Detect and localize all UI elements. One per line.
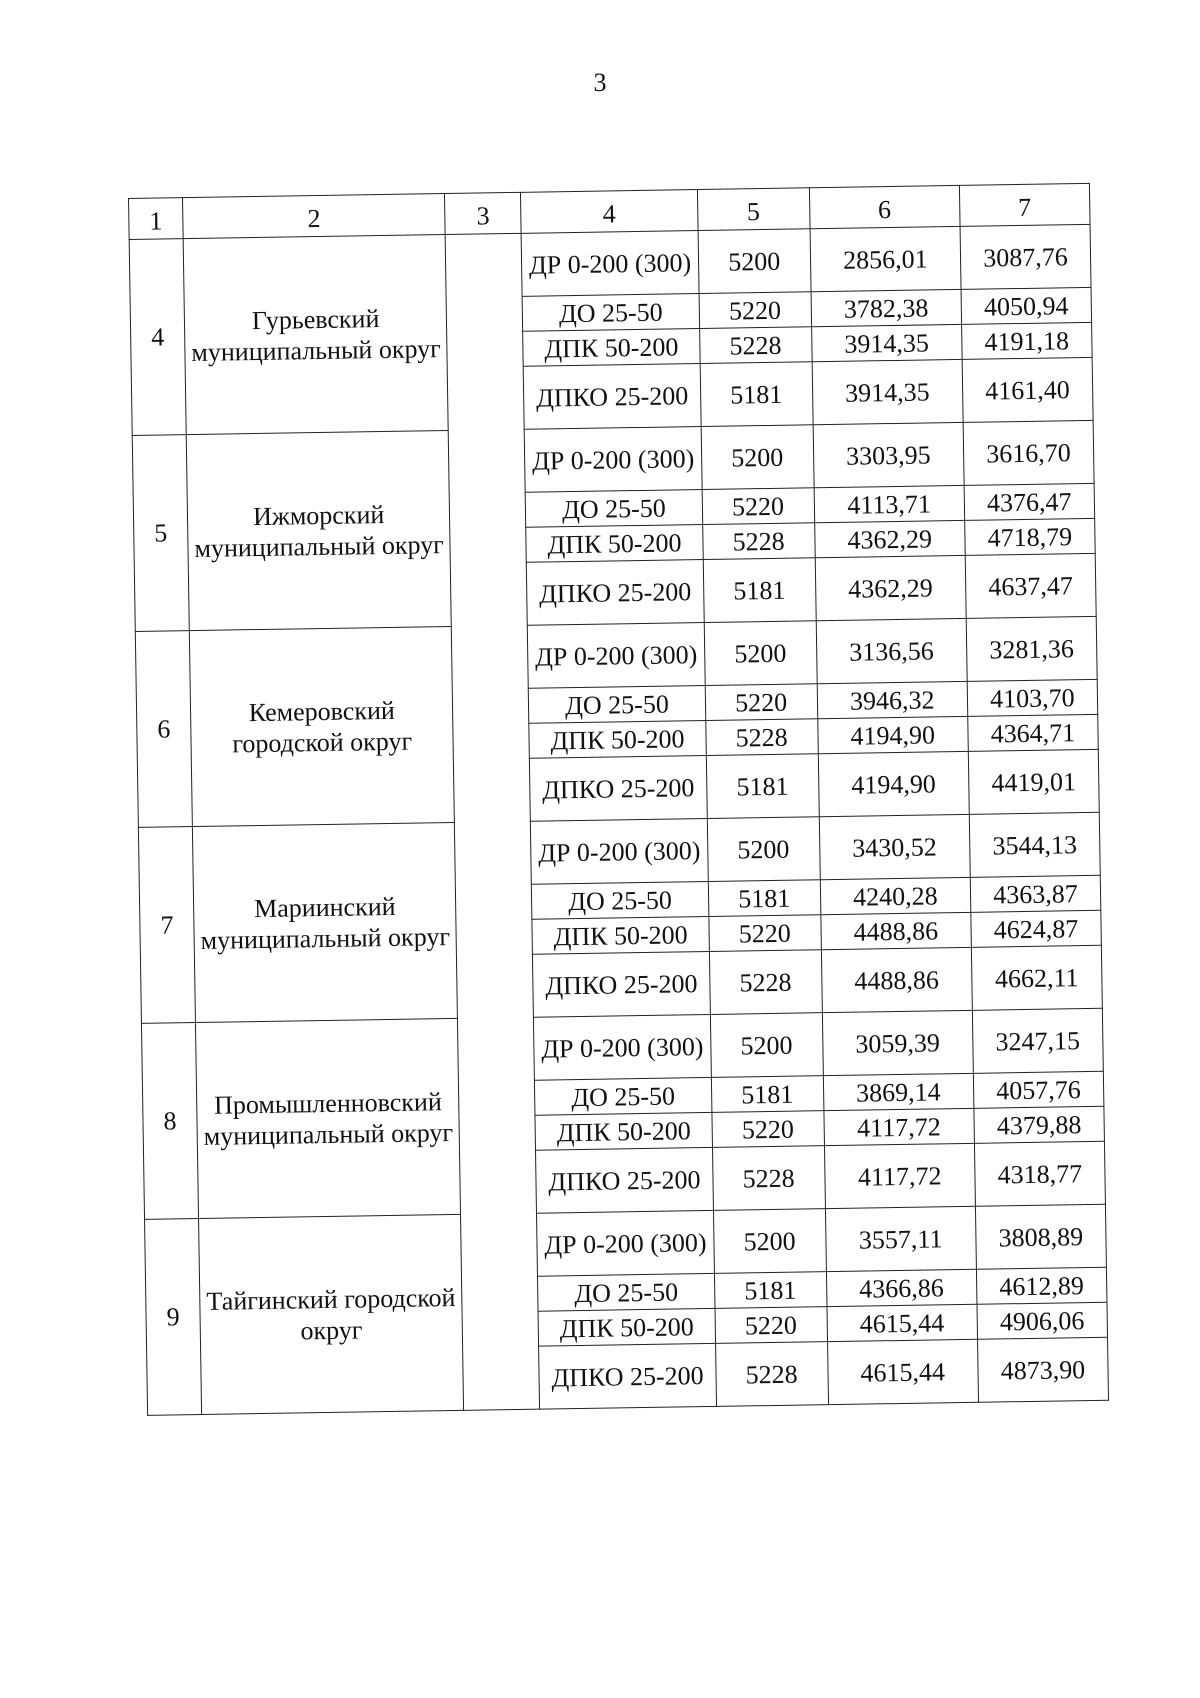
- code: 5181: [703, 558, 816, 623]
- value-col-6: 3136,56: [816, 618, 967, 683]
- wood-type: ДР 0-200 (300): [525, 427, 702, 493]
- district-number: 6: [135, 631, 192, 828]
- value-col-6: 3869,14: [823, 1073, 974, 1110]
- value-col-6: 3430,52: [819, 814, 970, 879]
- wood-type: ДО 25-50: [538, 1273, 715, 1311]
- code: 5200: [710, 1013, 823, 1078]
- value-col-6: 2856,01: [810, 226, 961, 291]
- code: 5200: [701, 425, 814, 490]
- value-col-7: 3087,76: [960, 224, 1091, 289]
- wood-type: ДПК 50-200: [523, 329, 700, 367]
- district-name: Кемеровский городской округ: [189, 626, 454, 826]
- code: 5220: [702, 488, 815, 525]
- code: 5200: [713, 1209, 826, 1274]
- value-col-7: 3808,89: [975, 1204, 1106, 1269]
- wood-type: ДО 25-50: [535, 1077, 712, 1115]
- value-col-6: 4117,72: [824, 1108, 975, 1145]
- wood-type: ДО 25-50: [529, 686, 706, 724]
- value-col-7: 4873,90: [977, 1337, 1108, 1402]
- value-col-7: 4906,06: [977, 1302, 1108, 1339]
- header-cell-4: 4: [521, 190, 698, 234]
- value-col-6: 4194,90: [818, 751, 969, 816]
- code: 5220: [708, 915, 821, 952]
- value-col-6: 3914,35: [811, 324, 962, 361]
- value-col-7: 4662,11: [971, 945, 1102, 1010]
- header-cell-3: 3: [445, 192, 522, 234]
- tariff-table: [128, 183, 1109, 1416]
- value-col-6: 3782,38: [811, 289, 962, 326]
- wood-type: ДР 0-200 (300): [531, 818, 708, 884]
- value-col-6: 4240,28: [820, 877, 971, 914]
- district-name: Гурьевский муниципальный округ: [183, 235, 448, 435]
- value-col-6: 4615,44: [827, 1339, 978, 1404]
- code: 5181: [714, 1272, 827, 1309]
- wood-type: ДО 25-50: [526, 490, 703, 528]
- wood-type: ДПКО 25-200: [536, 1147, 713, 1213]
- page-number: 3: [593, 68, 607, 97]
- wood-type: ДПКО 25-200: [539, 1343, 716, 1409]
- value-col-7: 4624,87: [971, 910, 1102, 947]
- value-col-6: 3303,95: [813, 422, 964, 487]
- code: 5200: [698, 229, 811, 294]
- header-cell-6: 6: [809, 185, 960, 228]
- value-col-7: 3281,36: [966, 616, 1097, 681]
- code: 5220: [699, 292, 812, 329]
- wood-type: ДПКО 25-200: [533, 951, 710, 1017]
- wood-type: ДР 0-200 (300): [534, 1014, 711, 1080]
- code: 5220: [715, 1307, 828, 1344]
- code: 5200: [704, 621, 817, 686]
- district-name: Ижморский муниципальный округ: [186, 430, 451, 630]
- code: 5228: [715, 1342, 828, 1407]
- value-col-7: 4419,01: [968, 749, 1099, 814]
- wood-type: ДР 0-200 (300): [521, 231, 698, 297]
- district-number: 8: [141, 1023, 198, 1220]
- wood-type: ДПК 50-200: [535, 1112, 712, 1150]
- value-col-7: 4364,71: [968, 714, 1099, 751]
- table-container: [128, 183, 1109, 1416]
- district-number: 4: [129, 239, 186, 436]
- wood-type: ДО 25-50: [532, 881, 709, 919]
- header-cell-2: 2: [183, 194, 446, 239]
- value-col-6: 4488,86: [821, 947, 972, 1012]
- value-col-7: 4103,70: [967, 679, 1098, 716]
- value-col-6: 3557,11: [825, 1206, 976, 1271]
- value-col-7: 4191,18: [961, 322, 1092, 359]
- value-col-7: 4161,40: [962, 357, 1093, 422]
- code: 5228: [705, 719, 818, 756]
- value-col-7: 4376,47: [964, 483, 1095, 520]
- value-col-7: 4612,89: [976, 1267, 1107, 1304]
- value-col-7: 4318,77: [974, 1141, 1105, 1206]
- value-col-7: 3616,70: [963, 420, 1094, 485]
- district-number: 7: [138, 827, 195, 1024]
- value-col-6: 3059,39: [822, 1010, 973, 1075]
- wood-type: ДПК 50-200: [529, 720, 706, 758]
- value-col-7: 4057,76: [973, 1071, 1104, 1108]
- wood-type: ДР 0-200 (300): [537, 1210, 714, 1276]
- value-col-6: 4117,72: [824, 1143, 975, 1208]
- district-name: Промышленновский муниципальный округ: [196, 1018, 461, 1218]
- wood-type: ДПКО 25-200: [530, 755, 707, 821]
- value-col-6: 4113,71: [814, 485, 965, 522]
- value-col-6: 4362,29: [815, 555, 966, 620]
- wood-type: ДПКО 25-200: [527, 560, 704, 626]
- header-cell-7: 7: [959, 183, 1090, 226]
- header-cell-5: 5: [697, 188, 810, 231]
- code: 5228: [709, 950, 822, 1015]
- value-col-6: 4366,86: [826, 1269, 977, 1306]
- code: 5181: [700, 362, 813, 427]
- value-col-6: 3946,32: [817, 681, 968, 718]
- table-body: [129, 183, 1109, 1415]
- wood-type: ДО 25-50: [522, 294, 699, 332]
- code: 5228: [712, 1146, 825, 1211]
- value-col-6: 3914,35: [812, 359, 963, 424]
- wood-type: ДПК 50-200: [526, 525, 703, 563]
- value-col-6: 4488,86: [821, 912, 972, 949]
- value-col-7: 4379,88: [974, 1106, 1105, 1143]
- code: 5228: [702, 523, 815, 560]
- value-col-6: 4362,29: [814, 520, 965, 557]
- wood-type: ДР 0-200 (300): [528, 623, 705, 689]
- code: 5181: [711, 1076, 824, 1113]
- district-number: 9: [145, 1219, 202, 1416]
- header-cell-1: 1: [129, 198, 184, 240]
- district-name: Тайгинский городской округ: [199, 1214, 464, 1414]
- wood-type: ДПКО 25-200: [524, 364, 701, 430]
- wood-type: ДПК 50-200: [532, 916, 709, 954]
- value-col-6: 4615,44: [827, 1304, 978, 1341]
- value-col-7: 4050,94: [961, 287, 1092, 324]
- code: 5181: [708, 880, 821, 917]
- code: 5228: [699, 327, 812, 364]
- value-col-7: 4718,79: [964, 518, 1095, 555]
- value-col-7: 4637,47: [965, 553, 1096, 618]
- district-name: Мариинский муниципальный округ: [192, 822, 457, 1022]
- value-col-7: 4363,87: [970, 875, 1101, 912]
- value-col-7: 3247,15: [972, 1008, 1103, 1073]
- value-col-7: 3544,13: [969, 812, 1100, 877]
- district-number: 5: [132, 435, 189, 632]
- code: 5220: [705, 684, 818, 721]
- value-col-6: 4194,90: [817, 716, 968, 753]
- code: 5220: [711, 1111, 824, 1148]
- wood-type: ДПК 50-200: [538, 1308, 715, 1346]
- code: 5181: [706, 754, 819, 819]
- code: 5200: [707, 817, 820, 882]
